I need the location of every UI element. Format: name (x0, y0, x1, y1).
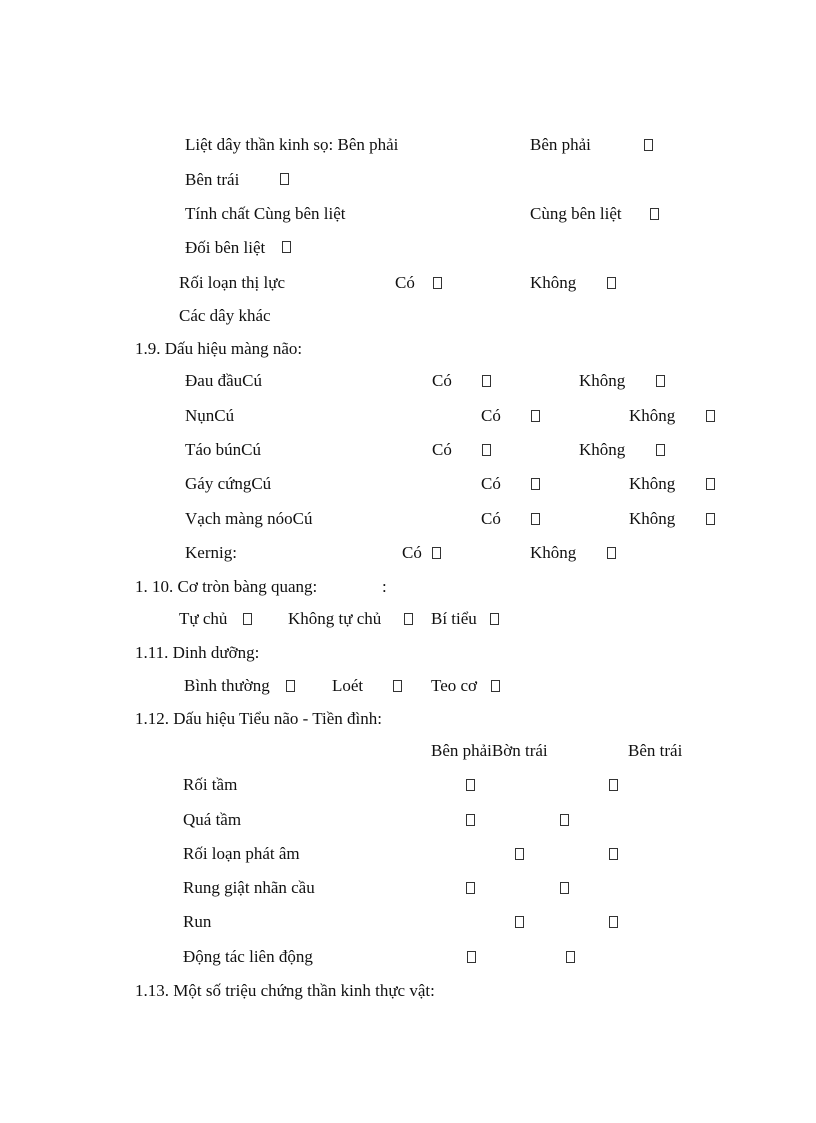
meningeal-yes-label: Có (402, 543, 422, 562)
cerebellar-right-checkbox[interactable] (515, 848, 524, 860)
meningeal-row-label: NụnCú (185, 406, 235, 425)
cerebellar-left-checkbox[interactable] (566, 951, 575, 963)
right-column-header: Bên phảiBờn trái (431, 741, 548, 760)
meningeal-yes-checkbox[interactable] (482, 375, 491, 387)
meningeal-no-checkbox[interactable] (706, 513, 715, 525)
meningeal-yes-label: Có (432, 440, 452, 459)
cerebellar-row-label: Rung giật nhãn cầu (183, 878, 315, 897)
vision-no-checkbox[interactable] (607, 277, 616, 289)
cerebellar-left-checkbox[interactable] (560, 882, 569, 894)
left-side-checkbox[interactable] (280, 173, 289, 185)
section-1-13-title: 1.13. Một số triệu chứng thần kinh thực vật: (135, 981, 435, 1000)
meningeal-no-label: Không (629, 474, 676, 493)
meningeal-yes-checkbox[interactable] (482, 444, 491, 456)
meningeal-row-label: Vạch màng nóoCú (185, 509, 313, 528)
opposite-side-label: Đối bên liệt (185, 238, 266, 257)
meningeal-row-label: Kernig: (185, 543, 237, 562)
meningeal-yes-checkbox[interactable] (432, 547, 441, 559)
cerebellar-left-checkbox[interactable] (609, 848, 618, 860)
ulcer-label: Loét (332, 676, 364, 695)
section-1-10-colon: : (382, 577, 387, 596)
self-control-checkbox[interactable] (243, 613, 252, 625)
cerebellar-left-checkbox[interactable] (609, 779, 618, 791)
cerebellar-right-checkbox[interactable] (466, 882, 475, 894)
section-1-10-title: 1. 10. Cơ tròn bàng quang: (135, 577, 318, 596)
cerebellar-left-checkbox[interactable] (560, 814, 569, 826)
section-1-12-title: 1.12. Dấu hiệu Tiểu não - Tiền đình: (135, 709, 382, 728)
right-side-label: Bên phải (530, 135, 591, 154)
meningeal-no-checkbox[interactable] (706, 478, 715, 490)
meningeal-row-label: Gáy cứngCú (185, 474, 272, 493)
meningeal-yes-checkbox[interactable] (531, 513, 540, 525)
meningeal-yes-label: Có (481, 474, 501, 493)
vision-yes-label: Có (395, 273, 415, 292)
vision-no-label: Không (530, 273, 577, 292)
meningeal-yes-checkbox[interactable] (531, 478, 540, 490)
cerebellar-right-checkbox[interactable] (466, 779, 475, 791)
cerebellar-left-checkbox[interactable] (609, 916, 618, 928)
meningeal-no-checkbox[interactable] (607, 547, 616, 559)
cerebellar-row-label: Động tác liên động (183, 947, 313, 966)
meningeal-no-label: Không (530, 543, 577, 562)
same-side-label: Cùng bên liệt (530, 204, 622, 223)
meningeal-yes-label: Có (481, 406, 501, 425)
meningeal-no-label: Không (629, 406, 676, 425)
cerebellar-right-checkbox[interactable] (466, 814, 475, 826)
urinary-retention-label: Bí tiểu (431, 609, 477, 628)
meningeal-no-checkbox[interactable] (656, 375, 665, 387)
opposite-side-checkbox[interactable] (282, 241, 291, 253)
meningeal-no-label: Không (579, 371, 626, 390)
cranial-nerve-palsy-label: Liệt dây thần kinh sọ: Bên phải (185, 135, 399, 154)
meningeal-yes-label: Có (432, 371, 452, 390)
vision-yes-checkbox[interactable] (433, 277, 442, 289)
meningeal-yes-checkbox[interactable] (531, 410, 540, 422)
normal-checkbox[interactable] (286, 680, 295, 692)
cerebellar-row-label: Rối tầm (183, 775, 238, 794)
other-nerves-label: Các dây khác (179, 306, 271, 325)
section-1-9-title: 1.9. Dấu hiệu màng não: (135, 339, 303, 358)
meningeal-yes-label: Có (481, 509, 501, 528)
meningeal-row-label: Đau đầuCú (185, 371, 262, 390)
left-column-header: Bên trái (628, 741, 683, 760)
cerebellar-row-label: Rối loạn phát âm (183, 844, 300, 863)
meningeal-no-checkbox[interactable] (706, 410, 715, 422)
meningeal-no-label: Không (579, 440, 626, 459)
muscle-atrophy-label: Teo cơ (431, 676, 478, 695)
urinary-retention-checkbox[interactable] (490, 613, 499, 625)
ulcer-checkbox[interactable] (393, 680, 402, 692)
self-control-label: Tự chủ (179, 609, 228, 628)
cerebellar-right-checkbox[interactable] (467, 951, 476, 963)
right-side-checkbox[interactable] (644, 139, 653, 151)
meningeal-no-checkbox[interactable] (656, 444, 665, 456)
cerebellar-row-label: Run (183, 912, 212, 931)
vision-disorder-label: Rối loạn thị lực (179, 273, 286, 292)
normal-label: Bình thường (184, 676, 270, 695)
meningeal-no-label: Không (629, 509, 676, 528)
section-1-11-title: 1.11. Dinh dưỡng: (135, 643, 260, 662)
no-self-control-label: Không tự chủ (288, 609, 382, 628)
no-self-control-checkbox[interactable] (404, 613, 413, 625)
palsy-nature-label: Tính chất Cùng bên liệt (185, 204, 346, 223)
same-side-checkbox[interactable] (650, 208, 659, 220)
meningeal-row-label: Táo búnCú (185, 440, 262, 459)
left-side-label: Bên trái (185, 170, 240, 189)
cerebellar-row-label: Quá tầm (183, 810, 242, 829)
muscle-atrophy-checkbox[interactable] (491, 680, 500, 692)
cerebellar-right-checkbox[interactable] (515, 916, 524, 928)
